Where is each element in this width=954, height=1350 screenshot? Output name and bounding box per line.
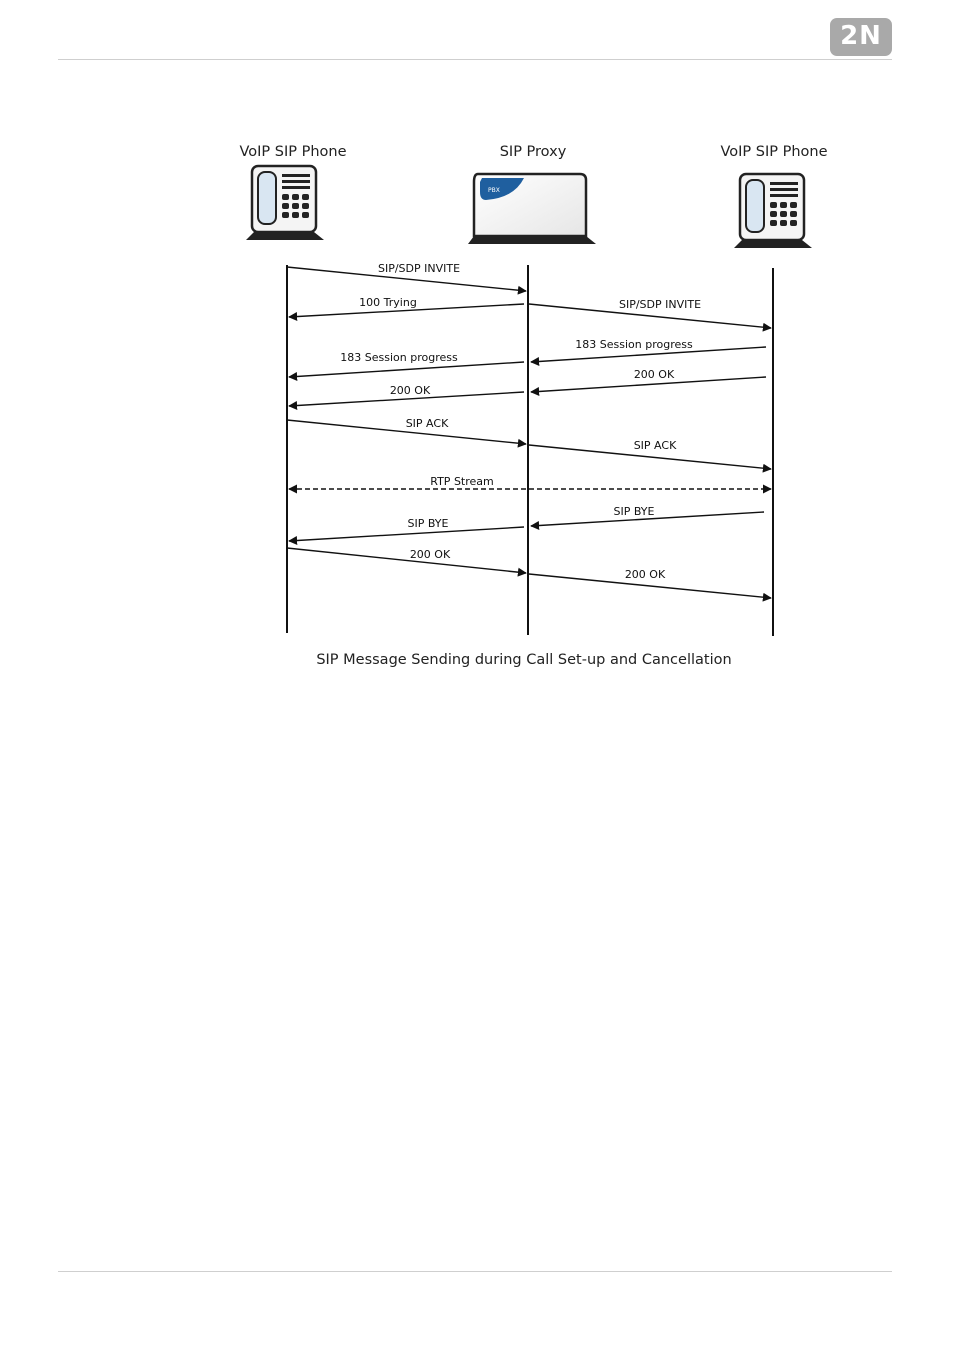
message-200-ok-bye-to-proxy bbox=[287, 548, 526, 573]
diagram-caption: SIP Message Sending during Call Set-up and Cancellation bbox=[316, 652, 732, 668]
message-rtp-stream bbox=[289, 475, 771, 489]
message-200-ok-to-proxy bbox=[531, 368, 766, 392]
message-bye-to-phone bbox=[289, 517, 524, 541]
message-label: SIP/SDP INVITE bbox=[377, 262, 461, 275]
participant-label-right: VoIP SIP Phone bbox=[720, 144, 828, 160]
message-label: SIP/SDP INVITE bbox=[618, 298, 702, 311]
message-label: SIP ACK bbox=[405, 417, 449, 430]
desk-phone-icon bbox=[246, 166, 324, 240]
message-label: RTP Stream bbox=[430, 475, 494, 488]
pbx-device-icon bbox=[468, 174, 596, 244]
message-invite-to-proxy bbox=[287, 262, 526, 291]
message-ack-to-phone bbox=[529, 439, 771, 469]
message-label: 183 Session progress bbox=[340, 351, 458, 364]
message-label: 183 Session progress bbox=[575, 338, 693, 351]
desk-phone-icon bbox=[734, 174, 812, 248]
participant-label-proxy: SIP Proxy bbox=[499, 144, 567, 160]
message-200-ok-to-phone bbox=[289, 384, 524, 406]
message-label: SIP ACK bbox=[633, 439, 677, 452]
pbx-badge-label: PBX bbox=[488, 187, 500, 194]
message-label: 200 OK bbox=[389, 384, 431, 397]
message-183-to-proxy bbox=[531, 338, 766, 362]
message-invite-to-phone bbox=[529, 298, 771, 328]
message-183-to-phone bbox=[289, 351, 524, 377]
logo-text: 2N bbox=[840, 21, 882, 51]
message-100-trying bbox=[289, 296, 524, 317]
footer-rule bbox=[58, 1271, 892, 1272]
message-200-ok-bye-to-phone bbox=[529, 568, 771, 598]
message-label: 200 OK bbox=[624, 568, 666, 581]
participant-label-left: VoIP SIP Phone bbox=[239, 144, 347, 160]
message-label: 200 OK bbox=[633, 368, 675, 381]
message-ack-to-proxy bbox=[287, 417, 526, 444]
message-bye-to-proxy bbox=[531, 505, 764, 526]
message-label: 100 Trying bbox=[359, 296, 417, 309]
message-label: SIP BYE bbox=[613, 505, 655, 518]
message-label: 200 OK bbox=[409, 548, 451, 561]
message-label: SIP BYE bbox=[407, 517, 449, 530]
